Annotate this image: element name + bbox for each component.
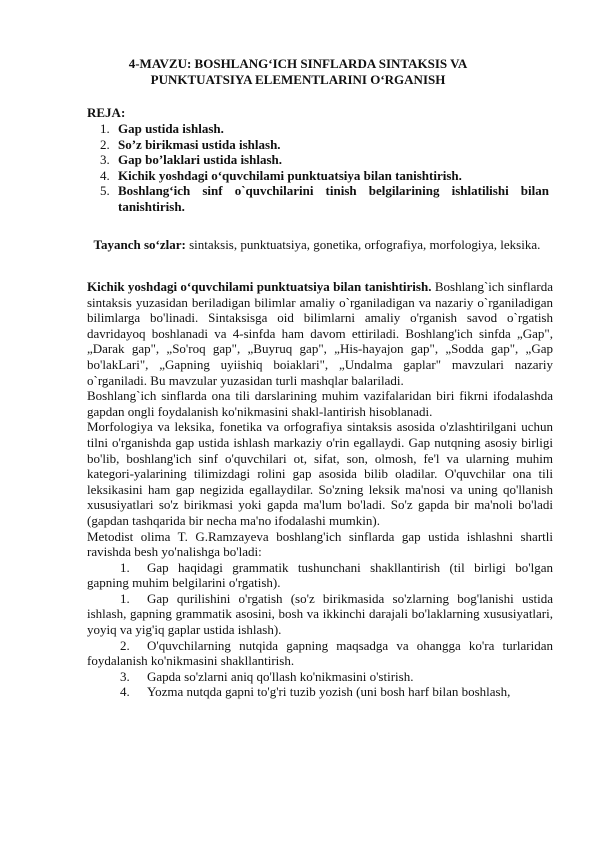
paragraph-text: Boshlang`ich sinflarda sintaksis yuzasidan beriladigan bilimlar amaliy o`rganiladigan va nazariy o`rganiladigan bilimlarga bo'linadi. Sintaksisga oid bilimlarni amaliy o'rganish savod o`rgatish davridayoq boshlanadi va 4-sinfda ham davom ettiriladi. Boshlang'ich sinfda „Gap", „Darak gap", „So'roq gap", „Buyruq gap", „His-hayajon gap", „Sodda gap", „Gap bo'lakLari", „Gapning uyiishiq boiaklari", „Undalma gaplar" mavzulari nazariy o`rganiladi. Bu mavzular yuzasidan turli mashqlar balariladi. [87,279,554,388]
plan-item-text: Gap ustida ishlash. [118,121,224,136]
paragraph-lead: Kichik yoshdagi o‘quvchilami punktuatsiya bilan tanishtirish. [87,279,432,294]
numbered-item-text: Gap haqidagi grammatik tushunchani shakllantirish (til birligi bo'lgan gapning muhim belgilarini o'rgatish). [87,559,553,591]
plan-item-number: 4. [100,167,110,183]
plan-item [87,168,549,184]
plan-item [87,183,549,214]
plan-item-number: 1. [100,121,110,136]
numbered-item-text: Gap qurilishini o'rgatish (so'z birikmasida so'zlarning bog'lanishi ustida ishlash, gapning grammatik asosini, bosh va ikkinchi darajali bo'laklarning xususiyatlari, yoyiq va yig'iq gaplar ustida ishlash). [87,590,553,638]
paragraph [87,419,553,528]
numbered-item [87,591,553,638]
numbered-item-text: Yozma nutqda gapni to'g'ri tuzib yozish (uni bosh harf bilan boshlash, [147,684,511,700]
numbered-item-number: 4. [120,684,130,700]
plan-item [87,152,549,168]
numbered-item-number: 1. [120,559,130,575]
numbered-item-text: O'quvchilarning nutqida gapning maqsadga va ohangga ko'ra turlaridan foydalanish ko'nikmasini shakllantirish. [87,637,553,669]
plan-heading: REJA: [87,105,126,120]
paragraph-text: Metodist olima T. G.Ramzayeva boshlang'ich sinflarda gap ustida ishlashni shartli ravishda besh yo'nalishga bo'ladi: [87,528,553,560]
numbered-item-text: Gapda so'zlarni aniq qo'llash ko'nikmasini o'stirish. [147,668,414,684]
plan-item-number: 5. [100,183,110,199]
plan-item-number: 2. [100,136,110,152]
paragraph-text: Boshlang`ich sinflarda ona tili darslarining muhim vazifalaridan biri fikrni ifodalashda gapdan ongli foydalanish ko'nikmasini shakl-lantirish hisoblanadi. [87,388,553,419]
numbered-item [87,669,553,685]
numbered-item-number: 2. [120,637,130,653]
numbered-item [87,638,553,669]
plan-item [87,121,549,137]
title-line-1: 4-MAVZU: BOSHLANG‘ICH SINFLARDA SINTAKSIS VA [128,56,468,71]
plan-list [87,121,549,215]
numbered-item [87,560,553,591]
numbered-item-number: 1. [120,590,130,606]
plan-item-text: Kichik yoshdagi o‘quvchilami punktuatsiya bilan tanishtirish. [118,167,462,183]
plan-item-text: Gap bo’laklari ustida ishlash. [118,152,282,168]
paragraph [87,529,553,560]
plan-item-text: So’z birikmasi ustida ishlash. [118,136,281,152]
plan-item-number: 3. [100,152,110,168]
body-text [87,279,553,700]
keywords-text: sintaksis, punktuatsiya, gonetika, orfografiya, morfologiya, leksika. [185,237,541,252]
keywords-paragraph [87,237,553,253]
title-line-2: PUNKTUATSIYA ELEMENTLARINI O‘RGANISH [150,71,446,87]
page-title [80,56,516,87]
paragraph [87,388,553,419]
plan-item [87,137,549,153]
numbered-item [87,684,553,700]
keywords-label: Tayanch so‘zlar: [93,237,186,252]
paragraph-text: Morfologiya va leksika, fonetika va orfografiya sintaksis asosida o'zlashtirilgani uchun tilni o'rganishda gap ustida ishlash markaziy o'rin egallaydi. Gap nutqning asosiy birligi bo'lib, boshlang'ich sinf o'quvchilari ot, sifat, son, olmosh, fe'l va ularning muhim kategori-yalarining tilimizdagi rolini gap asosida bilib oladilar. O'quvchilar ona tili leksikasini ham gap negizida egallaydilar. So'zning leksik ma'nosi va uning qo'llanish xususiyatlari so'z birikmasi yoki gapda ma'lum bo'ladi. So'z gapda bir ma'noli bo'ladi (gapdan tashqarida bir necha ma'no ifodalashi mumkin). [87,419,553,528]
numbered-item-number: 3. [120,668,130,684]
plan-item-text: Boshlang‘ich sinf o`quvchilarini tinish belgilarining ishlatilishi bilan tanishtirish. [118,183,549,214]
paragraph [87,279,553,388]
